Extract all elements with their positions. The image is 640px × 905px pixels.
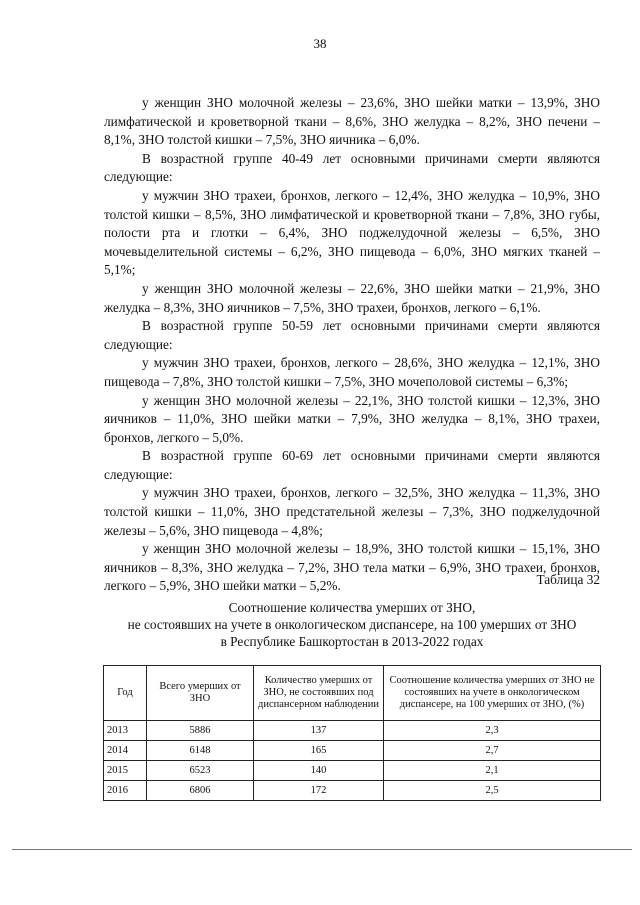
paragraph-women-60-69: у женщин ЗНО молочной железы – 18,9%, ЗНО толстой кишки – 15,1%, ЗНО яичников – 8,3%, ЗНО желудка – 7,2%, ЗНО тела матки – 6,9%, ЗНО трахеи, бронхов, легкого – 5,9%, ЗНО шейки матки – 5,2%. bbox=[104, 541, 600, 594]
paragraph-men-40-49: у мужчин ЗНО трахеи, бронхов, легкого – 12,4%, ЗНО желудка – 10,9%, ЗНО толстой кишки – 8,5%, ЗНО лимфатической и кроветворной ткани – 7,8%, ЗНО губы, полости рта и глотки – 6,4%, ЗНО поджелудочной железы – 6,5%, ЗНО мочевыделительной системы – 6,2%, ЗНО пищевода – 6,0%, ЗНО мягких тканей – 5,1%; bbox=[104, 187, 600, 278]
cell-total: 6523 bbox=[147, 761, 254, 781]
table-header-row bbox=[104, 666, 601, 721]
table-row bbox=[104, 781, 601, 801]
table-title-line: в Республике Башкортостан в 2013-2022 годах bbox=[220, 634, 484, 649]
cell-total: 5886 bbox=[147, 721, 254, 741]
table-title-line: не состоявших на учете в онкологическом диспансере, на 100 умерших от ЗНО bbox=[127, 617, 577, 632]
cell-not-registered: 140 bbox=[254, 761, 384, 781]
body-text bbox=[104, 94, 600, 596]
cell-year: 2014 bbox=[104, 741, 147, 761]
cell-year: 2015 bbox=[104, 761, 147, 781]
table-row bbox=[104, 741, 601, 761]
paragraph-age-50-59-intro: В возрастной группе 50-59 лет основными причинами смерти являются следующие: bbox=[104, 318, 600, 352]
table-title-line: Соотношение количества умерших от ЗНО, bbox=[228, 600, 476, 615]
page-bottom-rule bbox=[12, 849, 632, 850]
paragraph-men-60-69: у мужчин ЗНО трахеи, бронхов, легкого – 32,5%, ЗНО желудка – 11,3%, ЗНО толстой кишки – 11,0%, ЗНО предстательной железы – 7,3%, ЗНО поджелудочной железы – 5,6%, ЗНО пищевода – 4,8%; bbox=[104, 485, 600, 538]
paragraph-women-30-39: у женщин ЗНО молочной железы – 23,6%, ЗНО шейки матки – 13,9%, ЗНО лимфатической и кроветворной ткани – 8,6%, ЗНО желудка – 8,2%, ЗНО печени – 8,1%, ЗНО толстой кишки – 7,5%, ЗНО яичника – 6,0%. bbox=[104, 95, 600, 148]
cell-not-registered: 165 bbox=[254, 741, 384, 761]
header-not-registered-deaths: Количество умерших от ЗНО, не состоявших под диспансерном наблюдении bbox=[254, 666, 384, 721]
page-number: 38 bbox=[313, 36, 327, 51]
cell-ratio: 2,1 bbox=[384, 761, 601, 781]
cell-year: 2013 bbox=[104, 721, 147, 741]
paragraph-women-40-49: у женщин ЗНО молочной железы – 22,6%, ЗНО шейки матки – 21,9%, ЗНО желудка – 8,3%, ЗНО яичников – 7,5%, ЗНО трахеи, бронхов, легкого – 6,1%. bbox=[104, 280, 600, 315]
paragraph-men-50-59: у мужчин ЗНО трахеи, бронхов, легкого – 28,6%, ЗНО желудка – 12,1%, ЗНО пищевода – 7,8%, ЗНО толстой кишки – 7,5%, ЗНО мочеполовой системы – 6,3%; bbox=[104, 355, 600, 389]
cell-total: 6806 bbox=[147, 781, 254, 801]
header-year: Год bbox=[104, 666, 147, 721]
cell-ratio: 2,5 bbox=[384, 781, 601, 801]
header-total-deaths: Всего умерших от ЗНО bbox=[147, 666, 254, 721]
cell-total: 6148 bbox=[147, 741, 254, 761]
paragraph-age-60-69-intro: В возрастной группе 60-69 лет основными причинами смерти являются следующие: bbox=[104, 448, 600, 482]
cell-year: 2016 bbox=[104, 781, 147, 801]
cell-not-registered: 137 bbox=[254, 721, 384, 741]
paragraph-women-50-59: у женщин ЗНО молочной железы – 22,1%, ЗНО толстой кишки – 12,3%, ЗНО яичников – 11,0%, ЗНО шейки матки – 7,9%, ЗНО желудка – 8,1%, ЗНО трахеи, бронхов, легкого – 5,0%. bbox=[104, 392, 600, 445]
deaths-ratio-table bbox=[103, 665, 601, 801]
header-ratio: Соотношение количества умерших от ЗНО не состоявших на учете в онкологическом диспансере, на 100 умерших от ЗНО, (%) bbox=[384, 666, 601, 721]
cell-not-registered: 172 bbox=[254, 781, 384, 801]
table-title bbox=[104, 599, 600, 650]
cell-ratio: 2,7 bbox=[384, 741, 601, 761]
table-label: Таблица 32 bbox=[536, 572, 600, 587]
paragraph-age-40-49-intro: В возрастной группе 40-49 лет основными причинами смерти являются следующие: bbox=[104, 150, 600, 185]
table-row bbox=[104, 721, 601, 741]
cell-ratio: 2,3 bbox=[384, 721, 601, 741]
table-row bbox=[104, 761, 601, 781]
